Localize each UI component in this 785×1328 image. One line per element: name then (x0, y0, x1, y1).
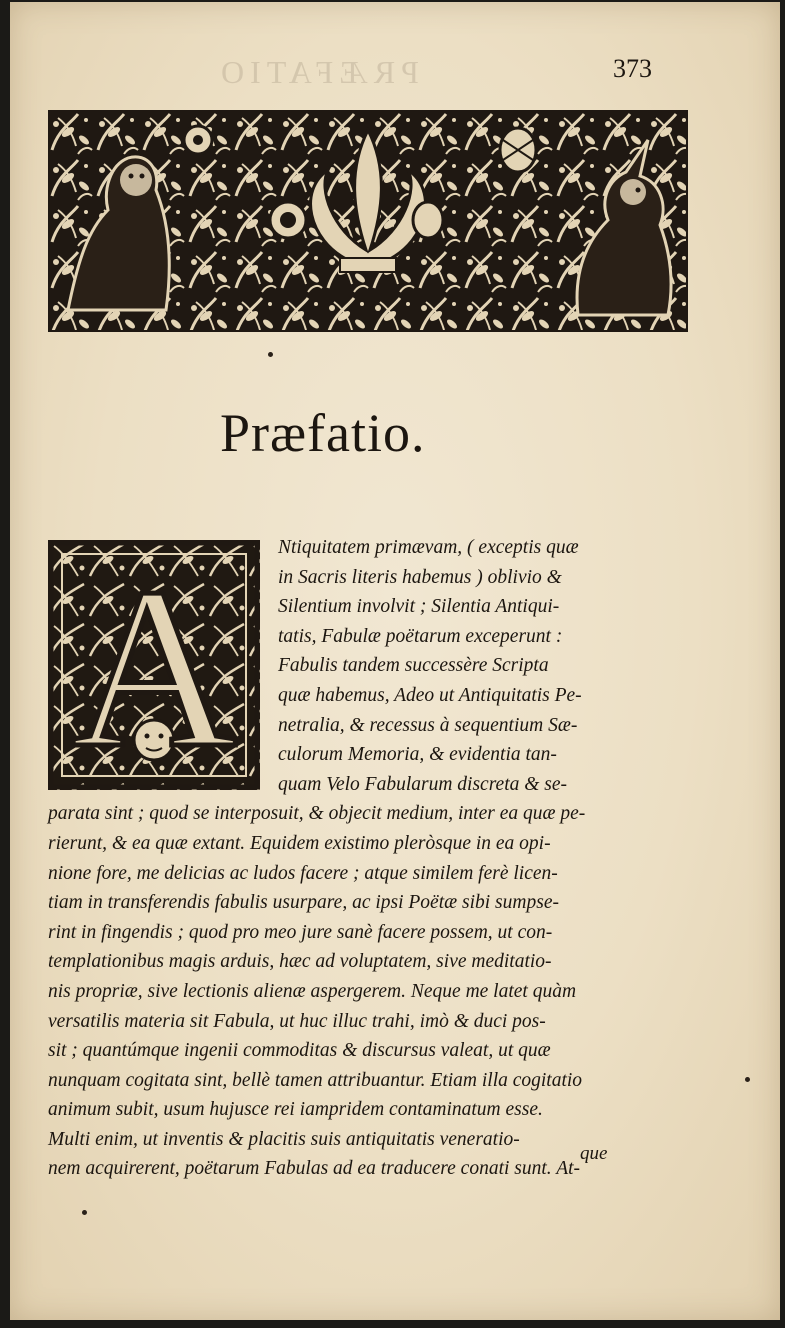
text-line: in Sacris literis habemus ) oblivio & (278, 566, 562, 588)
paper-speck (268, 352, 273, 357)
text-line: Multi enim, ut inventis & placitis suis antiquitatis veneratio- (48, 1128, 520, 1150)
book-page (10, 2, 780, 1320)
preface-body-text (48, 533, 626, 1184)
text-line: parata sint ; quod se interposuit, & objecit medium, inter ea quæ pe- (48, 803, 586, 825)
text-line: quam Velo Fabularum discreta & se- (278, 773, 568, 795)
bleed-through-running-head: PRÆFATIO (215, 54, 419, 90)
text-line: Fabulis tandem successère Scripta (278, 655, 549, 677)
initial-letter-glyph: A (70, 540, 238, 790)
text-line: animum subit, usum hujusce rei iampridem contaminatum esse. (48, 1099, 543, 1121)
section-title: Præfatio. (220, 403, 426, 463)
catchword: que (580, 1143, 608, 1164)
text-line: nunquam cogitata sint, bellè tamen attribuantur. Etiam illa cogitatio (48, 1069, 583, 1091)
text-line: Silentium involvit ; Silentia Antiqui- (278, 596, 560, 618)
text-line: culorum Memoria, & evidentia tan- (278, 744, 557, 766)
text-line: netralia, & recessus à sequentium Sæ- (278, 714, 578, 736)
text-line: nem acquirerent, poëtarum Fabulas ad ea traducere conati sunt. At- (48, 1158, 581, 1180)
text-line: nis propriæ, sive lectionis alienæ aspergerem. Neque me latet quàm (48, 980, 577, 1002)
text-line: Ntiquitatem primævam, ( exceptis quæ (278, 537, 579, 558)
text-line: tatis, Fabulæ poëtarum exceperunt : (278, 625, 563, 647)
text-line: versatilis materia sit Fabula, ut huc illuc trahi, imò & duci pos- (48, 1010, 546, 1032)
text-line: quæ habemus, Adeo ut Antiquitatis Pe- (278, 684, 582, 706)
paper-speck (82, 1210, 87, 1215)
paper-speck (745, 1077, 750, 1082)
page-number: 373 (613, 54, 652, 83)
text-line: tiam in transferendis fabulis usurpare, ac ipsi Poëtæ sibi sumpse- (48, 892, 559, 914)
text-line: rint in fingendis ; quod pro meo jure sanè facere possem, ut con- (48, 921, 553, 943)
text-line: templationibus magis arduis, hæc ad voluptatem, sive meditatio- (48, 951, 552, 973)
text-line: nione fore, me delicias ac ludos facere ; atque similem ferè licen- (48, 862, 558, 884)
woodcut-headpiece-ornament (48, 110, 688, 332)
text-line: rierunt, & ea quæ extant. Equidem existimo pleròsque in ea opi- (48, 832, 551, 854)
text-line: sit ; quantúmque ingenii commoditas & discursus valeat, ut quæ (48, 1040, 551, 1062)
